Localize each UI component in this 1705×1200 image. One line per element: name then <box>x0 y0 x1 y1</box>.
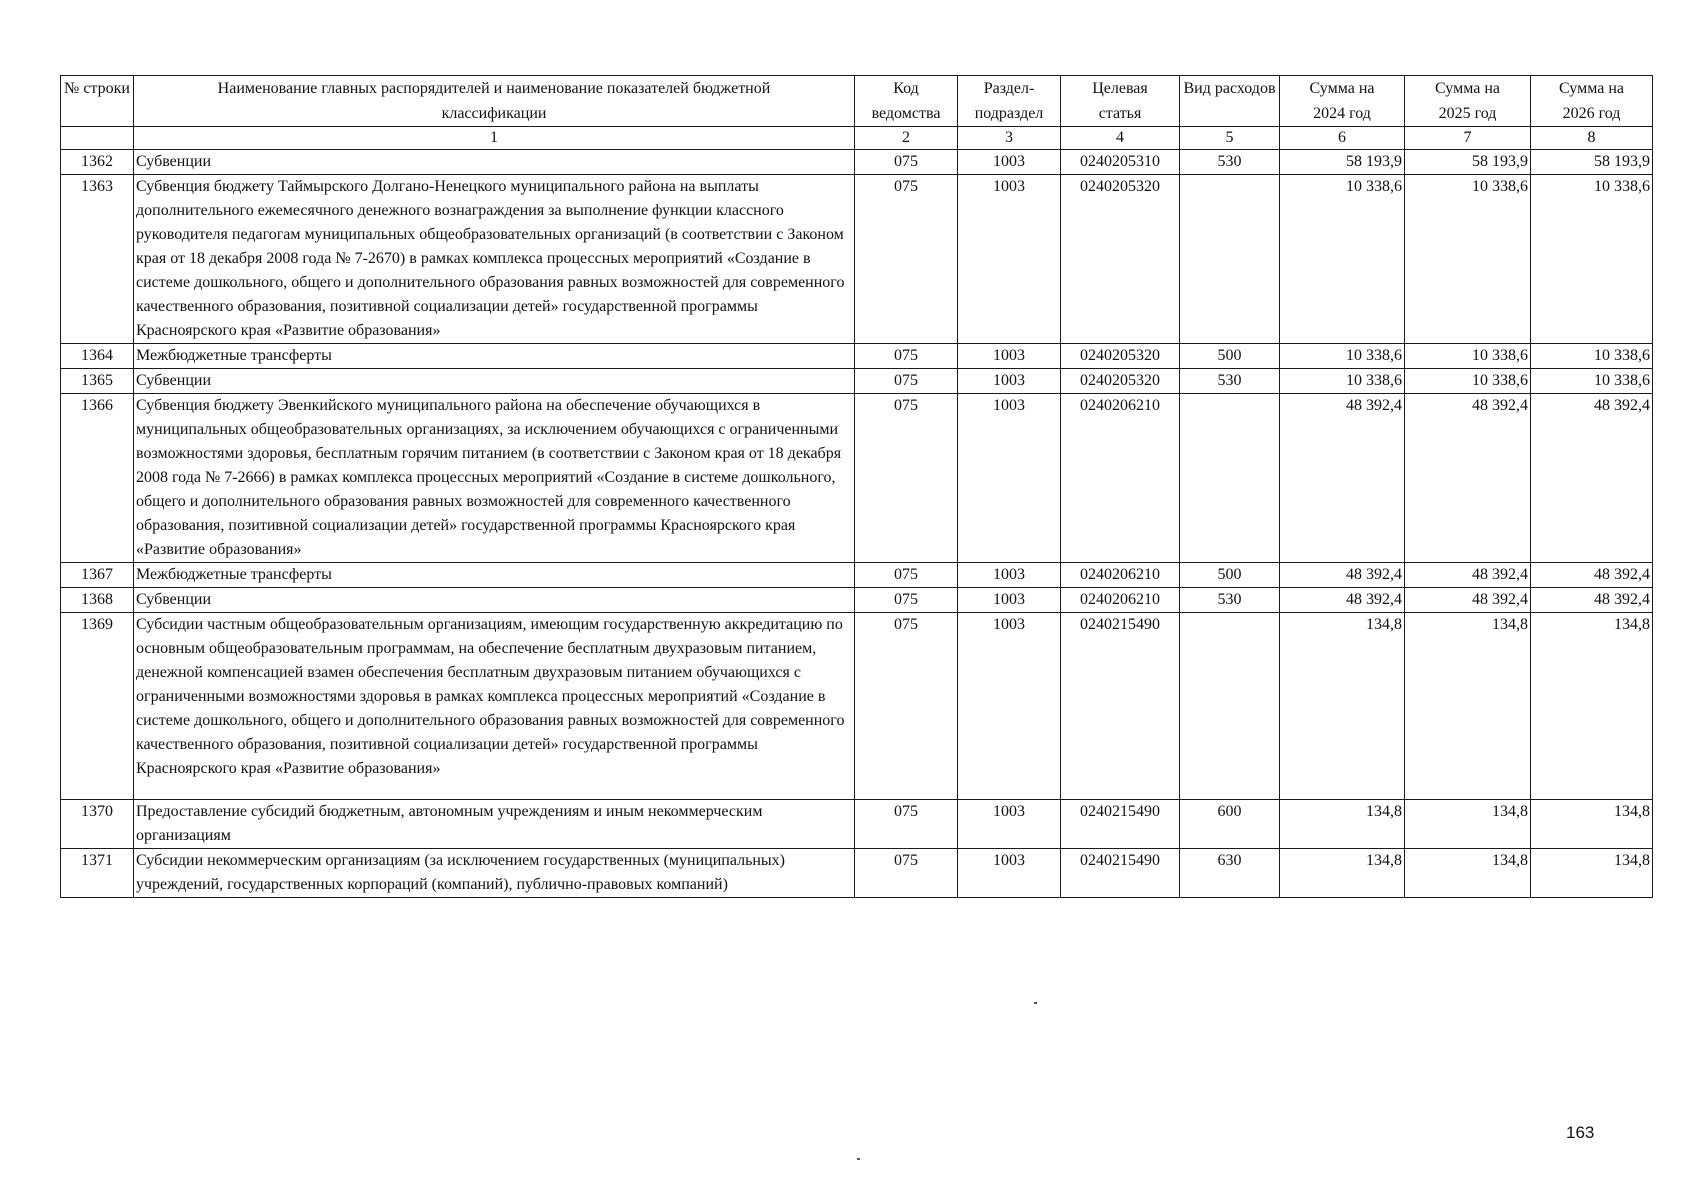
row-dept: 075 <box>855 800 958 849</box>
row-number: 1365 <box>61 369 134 394</box>
row-sum-2025: 10 338,6 <box>1405 369 1531 394</box>
column-number: 1 <box>134 127 855 150</box>
column-number: 3 <box>958 127 1061 150</box>
table-row <box>61 175 1653 344</box>
row-target: 0240215490 <box>1061 849 1180 898</box>
header-name: Наименование главных распорядителей и наименование показателей бюджетной классификации <box>134 76 855 127</box>
row-dept: 075 <box>855 344 958 369</box>
row-number: 1367 <box>61 563 134 588</box>
row-sum-2025: 10 338,6 <box>1405 175 1531 344</box>
row-dept: 075 <box>855 613 958 800</box>
header-dept: Код ведомства <box>855 76 958 127</box>
row-dept: 075 <box>855 588 958 613</box>
row-name: Субсидии частным общеобразовательным организациям, имеющим государственную аккредитацию по основным общеобразовательным программам, на обеспечение бесплатным двухразовым питанием, денежной компенсацией взамен обеспечения бесплатным двухразовым питанием обучающихся с ограниченными возможностями здоровья в рамках комплекса процессных мероприятий «Создание в системе дошкольного, общего и дополнительного образования равных возможностей для современного качественного образования, позитивной социализации детей» государственной программы Красноярского края «Развитие образования» <box>134 613 855 800</box>
row-section: 1003 <box>958 588 1061 613</box>
column-number: 5 <box>1180 127 1280 150</box>
column-number-row <box>61 127 1653 150</box>
row-sum-2026: 48 392,4 <box>1531 563 1653 588</box>
row-sum-2026: 134,8 <box>1531 800 1653 849</box>
row-section: 1003 <box>958 563 1061 588</box>
row-number: 1369 <box>61 613 134 800</box>
row-section: 1003 <box>958 849 1061 898</box>
row-target: 0240215490 <box>1061 613 1180 800</box>
row-sum-2025: 48 392,4 <box>1405 394 1531 563</box>
row-number: 1371 <box>61 849 134 898</box>
table-row <box>61 563 1653 588</box>
row-sum-2024: 10 338,6 <box>1280 175 1405 344</box>
row-target: 0240206210 <box>1061 588 1180 613</box>
header-row-no: № строки <box>61 76 134 127</box>
row-section: 1003 <box>958 394 1061 563</box>
table-row <box>61 150 1653 175</box>
row-kind: 500 <box>1180 344 1280 369</box>
row-sum-2025: 48 392,4 <box>1405 588 1531 613</box>
row-sum-2024: 134,8 <box>1280 800 1405 849</box>
row-name: Межбюджетные трансферты <box>134 563 855 588</box>
row-sum-2024: 10 338,6 <box>1280 344 1405 369</box>
row-sum-2024: 134,8 <box>1280 849 1405 898</box>
row-dept: 075 <box>855 563 958 588</box>
row-sum-2025: 134,8 <box>1405 613 1531 800</box>
row-name: Субвенции <box>134 150 855 175</box>
row-dept: 075 <box>855 175 958 344</box>
row-sum-2026: 58 193,9 <box>1531 150 1653 175</box>
column-number: 6 <box>1280 127 1405 150</box>
row-target: 0240205310 <box>1061 150 1180 175</box>
row-sum-2026: 134,8 <box>1531 849 1653 898</box>
row-dept: 075 <box>855 394 958 563</box>
row-sum-2024: 134,8 <box>1280 613 1405 800</box>
row-kind: 530 <box>1180 150 1280 175</box>
row-section: 1003 <box>958 150 1061 175</box>
table-row <box>61 613 1653 800</box>
header-sum-2025: Сумма на 2025 год <box>1405 76 1531 127</box>
column-number: 2 <box>855 127 958 150</box>
row-kind: 500 <box>1180 563 1280 588</box>
row-sum-2026: 48 392,4 <box>1531 588 1653 613</box>
row-name: Субвенции <box>134 588 855 613</box>
header-sum-2024: Сумма на 2024 год <box>1280 76 1405 127</box>
row-name: Субвенция бюджету Эвенкийского муниципального района на обеспечение обучающихся в муниципальных общеобразовательных организациях, за исключением обучающихся с ограниченными возможностями здоровья, бесплатным горячим питанием (в соответствии с Законом края от 18 декабря 2008 года № 7-2666) в рамках комплекса процессных мероприятий «Создание в системе дошкольного, общего и дополнительного образования равных возможностей для современного качественного образования, позитивной социализации детей» государственной программы Красноярского края «Развитие образования» <box>134 394 855 563</box>
page-number: 163 <box>1566 1123 1595 1142</box>
scan-speck <box>1034 1002 1037 1004</box>
row-dept: 075 <box>855 369 958 394</box>
row-target: 0240206210 <box>1061 394 1180 563</box>
row-number: 1368 <box>61 588 134 613</box>
row-number: 1370 <box>61 800 134 849</box>
row-section: 1003 <box>958 800 1061 849</box>
row-sum-2025: 48 392,4 <box>1405 563 1531 588</box>
header-row <box>61 76 1653 127</box>
row-sum-2026: 134,8 <box>1531 613 1653 800</box>
row-section: 1003 <box>958 175 1061 344</box>
table-row <box>61 588 1653 613</box>
column-number: 4 <box>1061 127 1180 150</box>
row-sum-2025: 58 193,9 <box>1405 150 1531 175</box>
table-row <box>61 800 1653 849</box>
row-dept: 075 <box>855 150 958 175</box>
table-row <box>61 394 1653 563</box>
row-name: Предоставление субсидий бюджетным, автономным учреждениям и иным некоммерческим организациям <box>134 800 855 849</box>
row-sum-2025: 10 338,6 <box>1405 344 1531 369</box>
row-kind: 630 <box>1180 849 1280 898</box>
row-section: 1003 <box>958 369 1061 394</box>
row-name: Субвенции <box>134 369 855 394</box>
row-kind <box>1180 394 1280 563</box>
row-target: 0240205320 <box>1061 369 1180 394</box>
column-number <box>61 127 134 150</box>
column-number: 8 <box>1531 127 1653 150</box>
row-sum-2026: 10 338,6 <box>1531 369 1653 394</box>
row-dept: 075 <box>855 849 958 898</box>
row-kind: 530 <box>1180 588 1280 613</box>
row-number: 1362 <box>61 150 134 175</box>
row-sum-2025: 134,8 <box>1405 800 1531 849</box>
table-row <box>61 344 1653 369</box>
header-sum-2026: Сумма на 2026 год <box>1531 76 1653 127</box>
row-kind <box>1180 613 1280 800</box>
row-number: 1363 <box>61 175 134 344</box>
table-row <box>61 849 1653 898</box>
row-target: 0240205320 <box>1061 175 1180 344</box>
row-target: 0240215490 <box>1061 800 1180 849</box>
row-kind: 600 <box>1180 800 1280 849</box>
row-target: 0240206210 <box>1061 563 1180 588</box>
row-sum-2026: 10 338,6 <box>1531 175 1653 344</box>
row-sum-2026: 48 392,4 <box>1531 394 1653 563</box>
row-number: 1364 <box>61 344 134 369</box>
row-section: 1003 <box>958 613 1061 800</box>
scan-speck <box>857 1158 860 1160</box>
row-name: Субсидии некоммерческим организациям (за исключением государственных (муниципальных) учреждений, государственных корпораций (компаний), публично-правовых компаний) <box>134 849 855 898</box>
header-section: Раздел-подраздел <box>958 76 1061 127</box>
row-sum-2024: 10 338,6 <box>1280 369 1405 394</box>
row-section: 1003 <box>958 344 1061 369</box>
row-sum-2026: 10 338,6 <box>1531 344 1653 369</box>
row-name: Субвенция бюджету Таймырского Долгано-Ненецкого муниципального района на выплаты дополнительного ежемесячного денежного вознаграждения за выполнение функции классного руководителя педагогам муниципальных общеобразовательных организаций (в соответствии с Законом края от 18 декабря 2008 года № 7-2670) в рамках комплекса процессных мероприятий «Создание в системе дошкольного, общего и дополнительного образования равных возможностей для современного качественного образования, позитивной социализации детей» государственной программы Красноярского края «Развитие образования» <box>134 175 855 344</box>
header-kind: Вид расходов <box>1180 76 1280 127</box>
header-target: Целевая статья <box>1061 76 1180 127</box>
row-kind <box>1180 175 1280 344</box>
row-name: Межбюджетные трансферты <box>134 344 855 369</box>
row-sum-2024: 48 392,4 <box>1280 563 1405 588</box>
row-sum-2024: 58 193,9 <box>1280 150 1405 175</box>
row-number: 1366 <box>61 394 134 563</box>
column-number: 7 <box>1405 127 1531 150</box>
budget-table <box>60 75 1653 898</box>
row-sum-2025: 134,8 <box>1405 849 1531 898</box>
row-kind: 530 <box>1180 369 1280 394</box>
row-sum-2024: 48 392,4 <box>1280 394 1405 563</box>
table-row <box>61 369 1653 394</box>
row-sum-2024: 48 392,4 <box>1280 588 1405 613</box>
row-target: 0240205320 <box>1061 344 1180 369</box>
